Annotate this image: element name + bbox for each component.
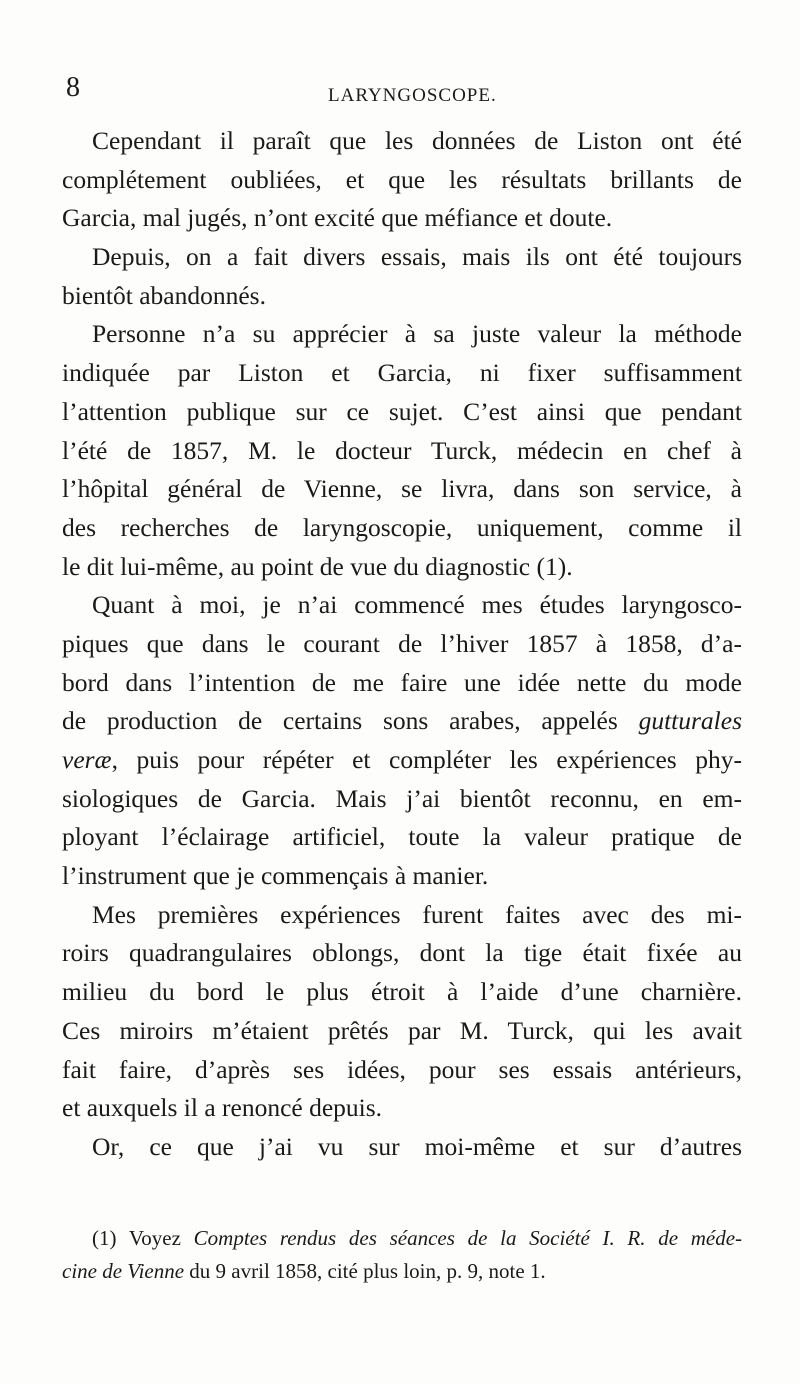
footnote-citation: Comptes rendus des séances de la Société I. R. de méde- [193, 1226, 743, 1250]
text-line: siologiques de Garcia. Mais j’ai bientôt reconnu, en em- [62, 783, 742, 813]
italic-term: veræ [62, 745, 112, 774]
text-segment: de production de certains sons arabes, appelés [62, 706, 618, 736]
text-line: complétement oubliées, et que les résultats brillants de [62, 164, 742, 194]
text-line: bord dans l’intention de me faire une idée nette du mode [62, 667, 742, 697]
text-line: bientôt abandonnés. [62, 280, 266, 310]
italic-term: gutturales [638, 706, 742, 736]
text-line: milieu du bord le plus étroit à l’aide d’une charnière. [62, 977, 742, 1007]
text-line: ployant l’éclairage artificiel, toute la valeur pratique de [62, 822, 742, 852]
footnote-text: du 9 avril 1858, cité plus loin, p. 9, note 1. [189, 1259, 546, 1283]
text-line: Cependant il paraît que les données de Liston ont été [92, 126, 742, 155]
page-number: 8 [66, 72, 80, 103]
body-text [62, 122, 742, 1167]
footnote-marker: (1) [92, 1226, 117, 1250]
text-line: Or, ce que j’ai vu sur moi-même et sur d’autres [92, 1131, 742, 1161]
footnote [62, 1222, 742, 1288]
text-line: Garcia, mal jugés, n’ont excité que méfiance et doute. [62, 203, 613, 233]
page-header [0, 74, 800, 114]
text-line: roirs quadrangulaires oblongs, dont la tige était fixée au [62, 938, 742, 968]
footnote-line [62, 1255, 742, 1288]
footnote-text: Voyez [128, 1226, 181, 1250]
text-line [62, 741, 742, 780]
text-line: indiquée par Liston et Garcia, ni fixer suffisamment [62, 358, 742, 388]
text-line: le dit lui-même, au point de vue du diagnostic (1). [62, 551, 573, 581]
text-line: l’instrument que je commençais à manier. [62, 861, 489, 891]
text-line: Personne n’a su apprécier à sa juste valeur la méthode [92, 319, 742, 349]
text-line: l’été de 1857, M. le docteur Turck, médecin en chef à [62, 435, 742, 465]
footnote-citation: cine de Vienne [62, 1259, 185, 1283]
text-line: l’attention publique sur ce sujet. C’est ainsi que pendant [62, 396, 742, 426]
text-line: Quant à moi, je n’ai commencé mes études laryngosco- [92, 590, 742, 620]
text-line: Mes premières expériences furent faites avec des mi- [92, 899, 742, 929]
text-line: des recherches de laryngoscopie, uniquement, comme il [62, 512, 742, 542]
text-line: et auxquels il a renoncé depuis. [62, 1093, 383, 1123]
text-line: Ces miroirs m’étaient prêtés par M. Turck, qui les avait [62, 1015, 742, 1045]
text-line: l’hôpital général de Vienne, se livra, dans son service, à [62, 474, 742, 504]
text-segment: , puis pour répéter et compléter les expériences phy- [111, 745, 742, 774]
text-line: Depuis, on a fait divers essais, mais ils ont été toujours [92, 242, 742, 272]
footnote-line [62, 1222, 742, 1255]
text-line [62, 702, 742, 741]
text-line: fait faire, d’après ses idées, pour ses essais antérieurs, [62, 1054, 742, 1084]
text-line: piques que dans le courant de l’hiver 1857 à 1858, d’a- [62, 628, 742, 658]
running-head: LARYNGOSCOPE. [328, 85, 497, 106]
